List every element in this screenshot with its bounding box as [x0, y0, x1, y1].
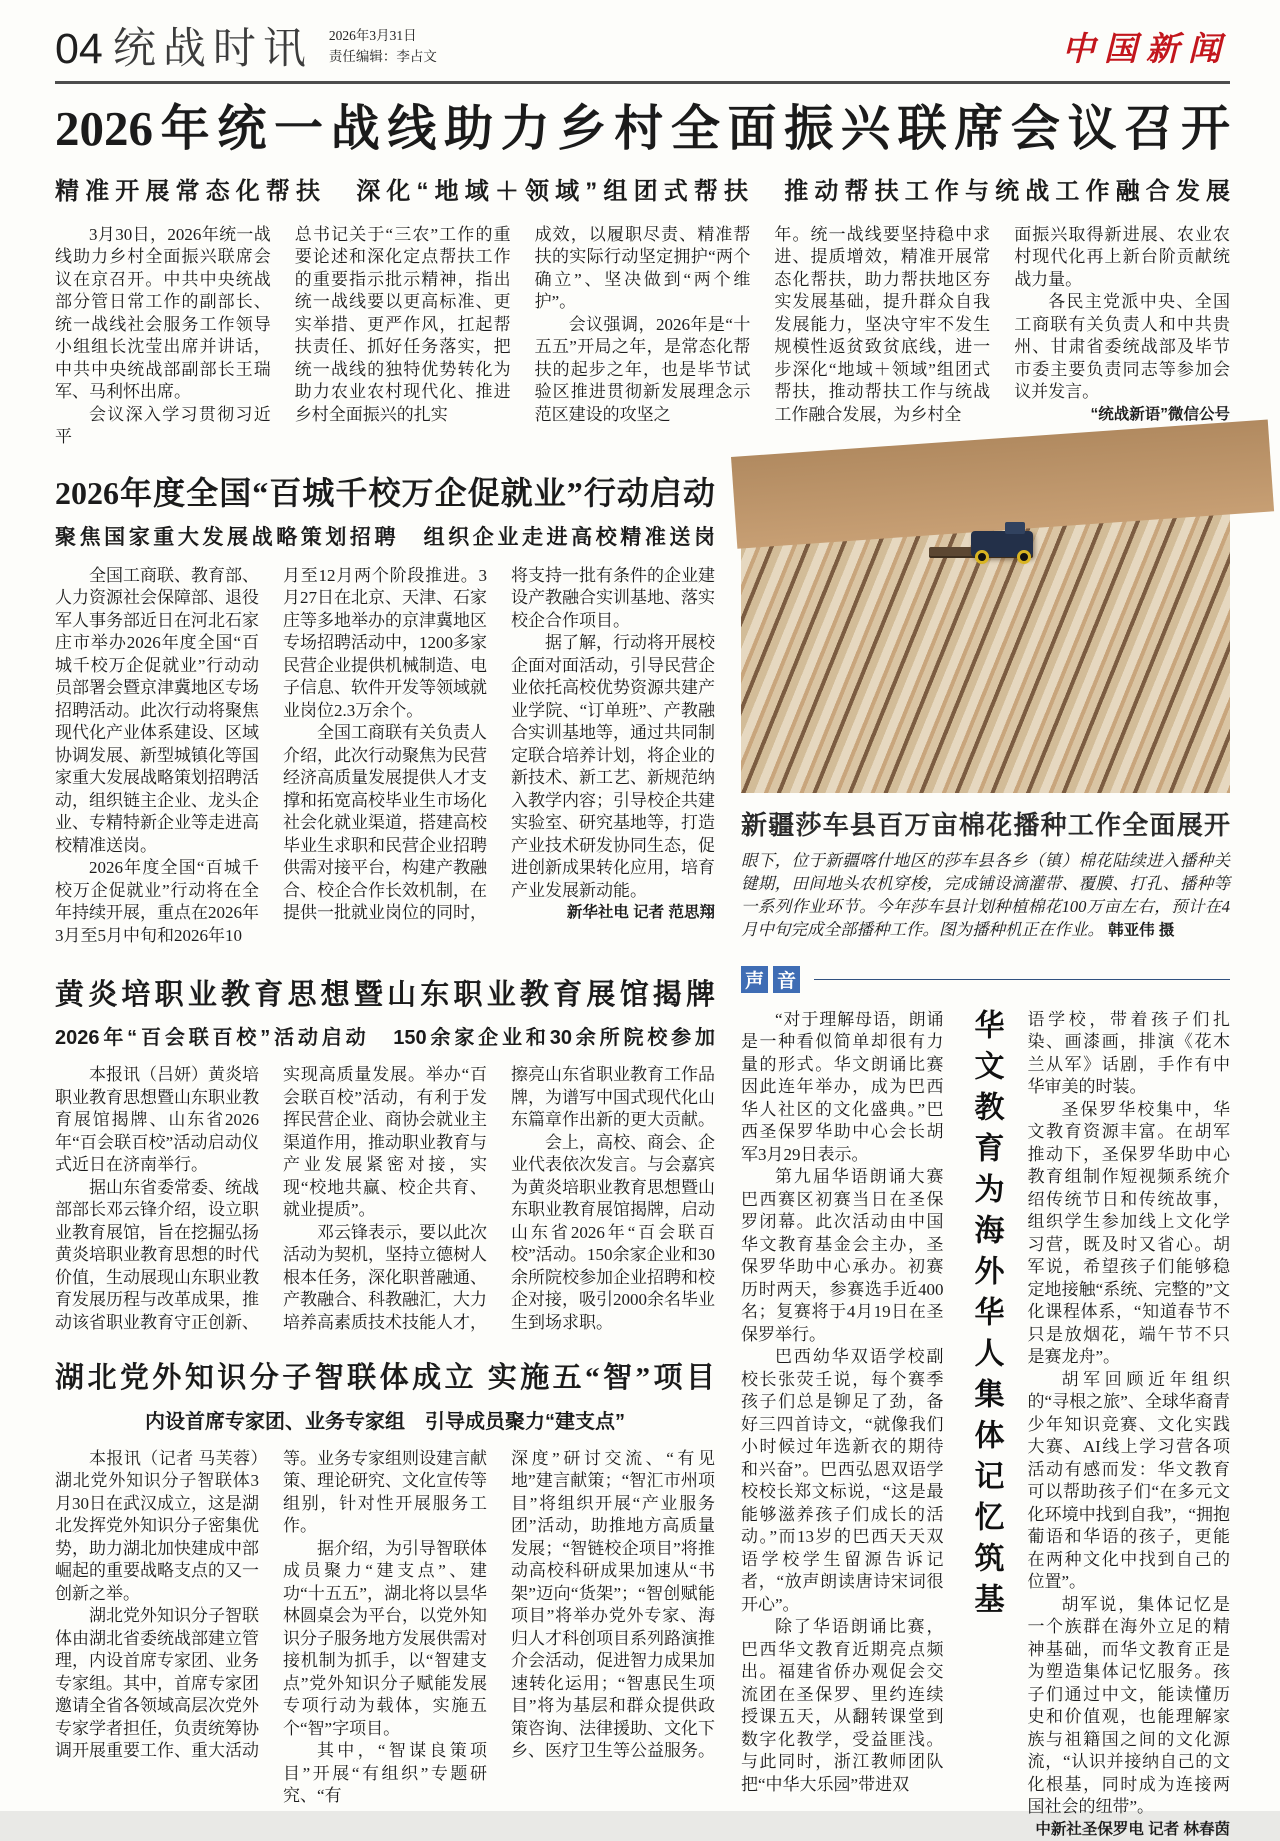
tractor: [971, 531, 1033, 557]
paragraph: 3月30日，2026年统一战线助力乡村全面振兴联席会议在京召开。中共中央统战部分管日常工作的副部长、统一战线社会服务工作领导小组组长沈莹出席并讲话，中共中央统战部副部长王瑞军、马利怀出席。: [55, 224, 271, 402]
text-column: [535, 224, 751, 449]
tractor-cab: [1005, 522, 1025, 534]
article-vocational-headline: 黄炎培职业教育思想暨山东职业教育展馆揭牌: [55, 979, 715, 1012]
article-jobs-body: [55, 565, 715, 948]
paragraph: 深度”研讨交流、“有见地”建言献策；“智汇市州项目”将组织开展“产业服务团”活动，助推地方高质量发展；“智链校企项目”将推动高校科研成果加速从“书架”迈向“货架”；“智创赋能项目”将举办党外专家、海归人才科创项目系列路演推介会活动，促进智力成果加速转化运用；“智惠民生项目”将为基层和群众提供政策咨询、法律援助、文化下乡、医疗卫生等公益服务。: [511, 1448, 715, 1761]
paragraph: 全国工商联有关负责人介绍，此次行动聚焦为民营经济高质量发展提供人才支撑和拓宽高校毕业生市场化社会化就业渠道，搭建高校毕业生求职和民营企业招聘供需对接平台，构建产教融合、校企合作长效机制，在提供一批就业岗位的同时，: [283, 723, 487, 923]
article-vocational-body: [55, 1064, 715, 1334]
text-column: [283, 565, 487, 948]
cotton-field-photo: [741, 473, 1230, 793]
text-column: [741, 1009, 944, 1841]
article-jobs-headline: 2026年度全国“百城千校万企促就业”行动启动: [55, 474, 715, 511]
article-vocational-subhead: 2026年“百会联百校”活动启动 150余家企业和30余所院校参加: [55, 1027, 715, 1050]
article-vocational-education: [55, 977, 715, 1334]
paragraph: 巴西幼华双语学校副校长张荧壬说，每个赛季孩子们总是铆足了劲，备好三四首诗文，“就像我们小时候过年选新衣的期待和兴奋”。巴西弘恩双语学校校长郑文标说，“这是最能够滋养孩子们成长的活动。”而13岁的巴西天天双语学校学生留源告诉记者，“放声朗读唐诗宋词很开心”。: [741, 1347, 944, 1614]
text-column: [55, 565, 259, 948]
paragraph: 第九届华语朗诵大赛巴西赛区初赛当日在圣保罗闭幕。此次活动由中国华文教育基金会主办，圣保罗华助中心承办。初赛历时两天，参赛选手近400名；复赛将于4月19日在圣保罗举行。: [741, 1167, 944, 1344]
article-conference-body: [55, 224, 1230, 449]
tractor-wheel: [975, 550, 989, 564]
article-jobs-subhead: 聚焦国家重大发展战略策划招聘 组织企业走进高校精准送岗: [55, 525, 715, 549]
text-column: [511, 565, 715, 948]
photo-caption-title: 新疆莎车县百万亩棉花播种工作全面展开: [741, 809, 1230, 840]
page-header: [55, 26, 1230, 84]
paragraph: 会议强调，2026年是“十五五”开局之年，是常态化帮扶的起步之年，也是毕节试验区推进贯彻新发展理念示范区建设的攻坚之: [534, 314, 751, 424]
paragraph: 胡军回顾近年组织的“寻根之旅”、全球华裔青少年知识竞赛、文化实践大赛、AI线上学习营各项活动有感而发：华文教育可以帮助孩子们“在多元文化环境中找到自我”，“拥抱葡语和华语的孩子，更能在两种文化中找到自己的位置”。: [1027, 1369, 1230, 1592]
paragraph: 会上，高校、商会、企业代表依次发言。与会嘉宾为黄炎培职业教育思想暨山东职业教育展馆揭牌，启动山东省2026年“百会联百校”活动。150余家企业和30余所院校参加企业招聘和校企对接，吸引2000余名毕业生到场求职。: [511, 1132, 715, 1332]
article-hubei-body: [55, 1448, 715, 1808]
paragraph: 全国工商联、教育部、人力资源社会保障部、退役军人事务部近日在河北石家庄市举办2026年度全国“百城千校万企促就业”行动动员部署会暨京津冀地区专场招聘活动。此次行动将聚焦现代化产业体系建设、区域协调发展、新型城镇化等国家重大发展战略策划招聘活动，组织链主企业、龙头企业、专精特新企业等走进高校精准送岗。: [55, 565, 259, 855]
left-column-stack: [55, 473, 715, 1841]
paragraph: 总书记关于“三农”工作的重要论述和深化定点帮扶工作的重要指示批示精神，指出统一战线要以更高标准、更实举措、更严作风，扛起帮扶责任、抓好任务落实，把统一战线的独特优势转化为助力农业农村现代化、推进乡村全面振兴的扎实: [294, 224, 511, 424]
paragraph: 各民主党派中央、全国工商联有关负责人和中共贵州、甘肃省委统战部及毕节市委主要负责同志等参加会议并发言。: [1014, 292, 1230, 402]
paragraph: 等。业务专家组则设建言献策、理论研究、文化宣传等组别，针对性开展服务工作。: [283, 1448, 487, 1536]
paragraph: “统战新语”微信公号: [1090, 405, 1230, 423]
text-column: [55, 224, 271, 449]
paragraph: 据山东省委常委、统战部部长邓云锋介绍，设立职业教育展馆，旨在挖掘弘扬黄炎培职业教育思想的时代价值，生动展现山东职业教育发展历程与改革成果，推动该省职业教育守正创新、: [55, 1177, 259, 1332]
section-title: 统战时讯: [112, 24, 313, 73]
article-conference-subhead: 精准开展常态化帮扶 深化“地域＋领域”组团式帮扶 推动帮扶工作与统战工作融合发展: [55, 177, 1230, 205]
right-column-stack: [741, 473, 1230, 1841]
article-jobs-action: [55, 473, 715, 948]
paragraph: 新华社电 记者 范思翔: [566, 904, 715, 922]
photo-caption: [741, 849, 1230, 942]
paragraph: 本报讯（吕妍）黄炎培职业教育思想暨山东职业教育展馆揭牌、山东省2026年“百会联百校”活动启动仪式近日在济南举行。: [55, 1065, 259, 1175]
publication-date: 2026年3月31日: [328, 28, 417, 43]
paragraph: 2026年度全国“百城千校万企促就业”行动将在全年持续开展，重点在2026年3月至5月中旬和2026年10: [55, 858, 259, 945]
paragraph: 邓云锋表示，要以此次活动为契机，坚持立德树人根本任务，深化职普融通、产教融合、科教融汇，大力培养高素质技术技能人才，: [283, 1222, 487, 1332]
paragraph: 圣保罗华校集中，华文教育资源丰富。在胡军推动下，圣保罗华助中心教育组制作短视频系统介绍传统节日和传统故事，组织学生参加线上文化学习营，既及时又省心。胡军说，希望孩子们能够稳定地接触“系统、完整的”文化课程体系，“知道春节不只是放烟花，端午节不只是赛龙舟”。: [1027, 1099, 1230, 1367]
text-column: [283, 1448, 487, 1808]
voice-article: [741, 1009, 1230, 1841]
text-column: [511, 1064, 715, 1334]
paragraph: 将支持一批有条件的企业建设产教融合实训基地、落实校企合作项目。: [511, 565, 715, 630]
paragraph: 月至12月两个阶段推进。3月27日在北京、天津、石家庄等多地举办的京津冀地区专场招聘活动中，1200多家民营企业提供机械制造、电子信息、软件开发等领域就业岗位2.3万余个。: [283, 565, 487, 720]
paragraph: 年。统一战线要坚持稳中求进、提质增效，精准开展常态化帮扶，助力帮扶地区夯实发展基础，提升群众自我发展能力，坚决守牢不发生规模性返贫致贫底线，进一步深化“地域＋领域”组团式帮扶，推动帮扶工作与统战工作融合发展，为乡村全: [774, 224, 991, 424]
paragraph: 胡军说，集体记忆是一个族群在海外立足的精神基础，而华文教育正是为塑造集体记忆服务。孩子们通过中文，能读懂历史和价值观，也能理解家族与祖籍国之间的文化源流，“认识并接纳自己的文化根基，同时成为连接两国社会的纽带”。: [1027, 1594, 1230, 1817]
paragraph: 据介绍，为引导智联体成员聚力“建支点”、建功“十五五”，湖北将以昙华林圆桌会为平台，以党外知识分子服务地方发展供需对接机制为抓手，以“智建支点”党外知识分子赋能发展专项行动为载体，实施五个“智”字项目。: [283, 1538, 487, 1738]
photo-credit: 韩亚伟 摄: [1108, 921, 1175, 939]
paragraph: 其中，“智谋良策项目”开展“有组织”专题研究、“有: [283, 1741, 487, 1806]
text-column: [1014, 224, 1230, 449]
paragraph: 据了解，行动将开展校企面对面活动，引导民营企业依托高校优势资源共建产业学院、“订单班”、产教融合实训基地等，通过共同制定联合培养计划，将企业的新技术、新工艺、新规范纳入教学内容；引导校企共建实验室、研究基地等，打造产业技术研发协同生态，促进创新成果转化应用，培育产业发展新动能。: [511, 633, 715, 900]
voice-vertical-title-strip: [959, 1009, 1013, 1841]
page-number: 04: [55, 24, 103, 73]
photo-caption-text: 眼下，位于新疆喀什地区的莎车县各乡（镇）棉花陆续进入播种关键期，田间地头农机穿梭，完成铺设滴灌带、覆膜、打孔、播种等一系列作业环节。今年莎车县计划种植棉花100万亩左右，预计在4月中旬完成全部播种工作。图为播种机正在作业。: [741, 850, 1230, 939]
text-column: [55, 1064, 259, 1334]
tractor-wheel: [1017, 550, 1031, 564]
newspaper-masthead: 中国新闻: [1062, 31, 1230, 68]
paragraph: 成效，以履职尽责、精准帮扶的实际行动坚定拥护“两个确立”、坚决做到“两个维护”。: [534, 224, 751, 312]
paragraph: 中新社圣保罗电 记者 林春茵: [1035, 1820, 1230, 1838]
paragraph: 实现高质量发展。举办“百会联百校”活动，有利于发挥民营企业、商协会就业主渠道作用，推动职业教育与产业发展紧密对接，实现“校地共赢、校企共育、就业提质”。: [283, 1065, 487, 1220]
article-conference-headline: 2026年统一战线助力乡村全面振兴联席会议召开: [55, 100, 1230, 156]
paragraph: 语学校，带着孩子们扎染、画漆画，排演《花木兰从军》话剧，手作有中华审美的时装。: [1027, 1009, 1230, 1097]
text-column: [55, 1448, 259, 1808]
text-column: [774, 224, 990, 449]
paragraph: “对于理解母语，朗诵是一种看似简单却很有力量的形式。华文朗诵比赛因此连年举办，成为巴西华人社区的文化盛典。”巴西圣保罗华助中心会长胡军3月29日表示。: [741, 1009, 944, 1164]
article-conference: [55, 100, 1230, 449]
voice-vertical-headline: 华文教育为海外华人集体记忆筑基: [969, 1008, 1003, 1624]
paragraph: 面振兴取得新进展、农业农村现代化再上新台阶贡献统战力量。: [1014, 224, 1230, 289]
voice-label-char1: 声: [741, 966, 768, 993]
editor-credit: 责任编辑：李占文: [328, 48, 437, 64]
publication-meta: [329, 26, 437, 71]
text-column: [511, 1448, 715, 1808]
voice-section-header: [741, 966, 1230, 993]
paragraph: 除了华语朗诵比赛，巴西华文教育近期亮点频出。福建省侨办观促会交流团在圣保罗、里约连续授课五天，从翻转课堂到数字化教学，受益匪浅。与此同时，浙江教师团队把“中华大乐园”带进双: [741, 1617, 944, 1794]
text-column: [295, 224, 511, 449]
paragraph: 湖北党外知识分子智联体由湖北省委统战部建立管理，内设首席专家团、业务专家组。其中，首席专家团邀请全省各领域高层次党外专家学者担任，负责统筹协调开展重要工作、重大活动: [55, 1606, 259, 1761]
lower-page-grid: [55, 473, 1230, 1841]
article-hubei-subhead: 内设首席专家团、业务专家组 引导成员聚力“建支点”: [145, 1410, 625, 1433]
paragraph: 会议深入学习贯彻习近平: [55, 404, 271, 447]
text-column: [1028, 1009, 1231, 1841]
article-hubei-headline: 湖北党外知识分子智联体成立 实施五“智”项目: [55, 1362, 715, 1395]
voice-divider-rule: [814, 979, 1230, 980]
text-column: [283, 1064, 487, 1334]
paragraph: 擦亮山东省职业教育工作品牌，为谱写中国式现代化山东篇章作出新的更大贡献。: [511, 1065, 715, 1130]
paragraph: 本报讯（记者 马芙蓉）湖北党外知识分子智联体3月30日在武汉成立，这是湖北发挥党外知识分子密集优势，助力湖北加快建成中部崛起的重要战略支点的又一创新之举。: [55, 1448, 259, 1603]
article-hubei-intellectuals: [55, 1360, 715, 1807]
voice-label-char2: 音: [773, 966, 800, 993]
